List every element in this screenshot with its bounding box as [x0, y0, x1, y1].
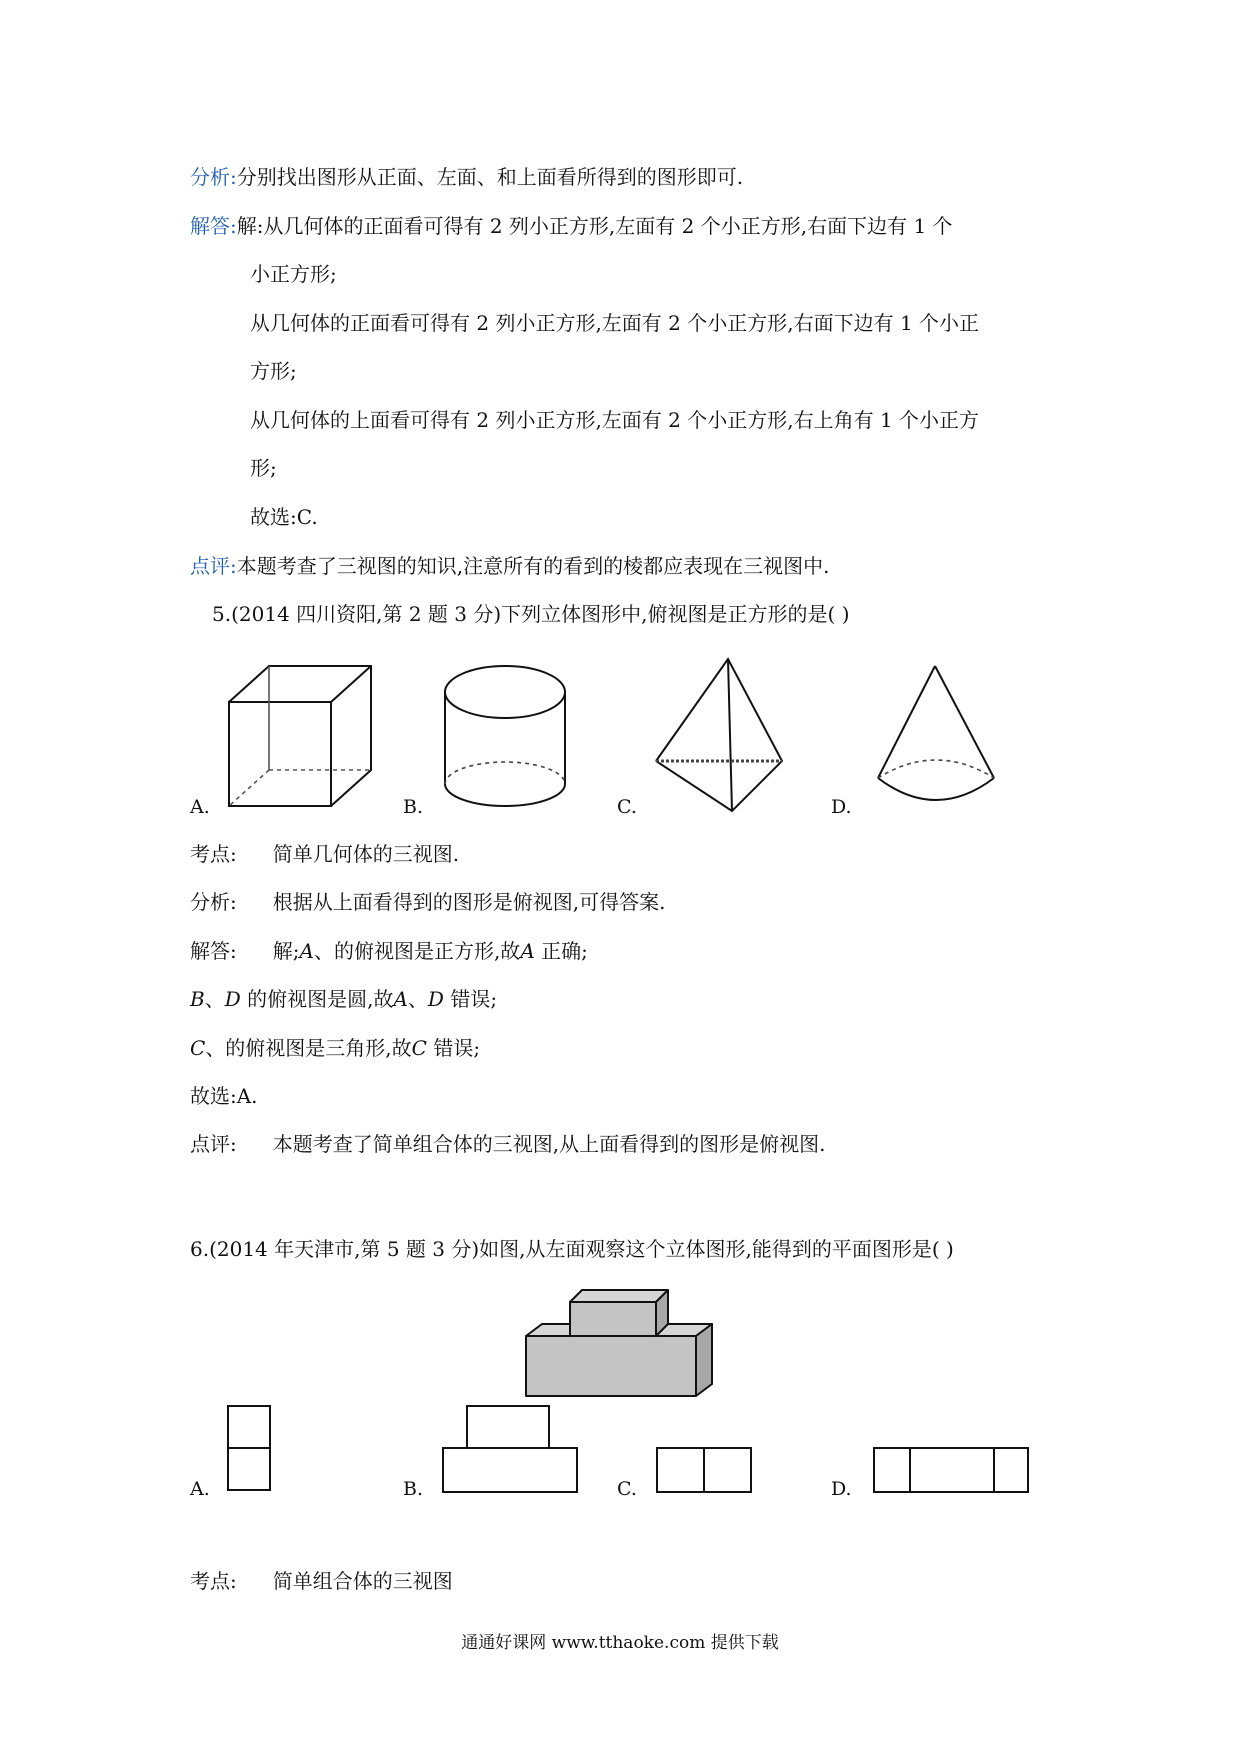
q6-kaodian-label: 考点: [190, 1569, 237, 1593]
q5-l3-c: C [190, 1036, 206, 1060]
q5-jieda-a2: A [520, 939, 535, 963]
q5-l2-mid: 的俯视图是圆,故 [240, 987, 394, 1011]
q5-fenxi-text: 根据从上面看得到的图形是俯视图,可得答案. [272, 890, 666, 914]
q5-fenxi-line [190, 888, 665, 916]
q5-fenxi-label: 分析: [190, 890, 237, 914]
analysis-label: 分析: [190, 165, 237, 189]
answer-line-1 [190, 212, 953, 240]
q5-kaodian-label: 考点: [190, 842, 237, 866]
answer-line-3: 从几何体的正面看可得有 2 列小正方形,左面有 2 个小正方形,右面下边有 1 个小正 [250, 311, 980, 335]
q5-kaodian-line [190, 840, 459, 868]
answer-label: 解答: [190, 214, 237, 238]
q6-stepped-solid [520, 1282, 730, 1402]
q5-figure-cube [225, 662, 375, 812]
answer-line-7: 故选:C. [250, 505, 318, 529]
q5-jieda-line [190, 937, 588, 965]
q5-figure-pyramid [652, 655, 786, 815]
q5-jieda-post: 正确; [534, 939, 588, 963]
analysis-line [190, 163, 743, 191]
answer-text-1: 解:从几何体的正面看可得有 2 列小正方形,左面有 2 个小正方形,右面下边有 1 个 [236, 214, 953, 238]
q5-jieda-mid: 、的俯视图是正方形,故 [313, 939, 521, 963]
q5-option-a: A. [190, 796, 210, 818]
answer-line-4: 方形; [250, 359, 297, 383]
q6-figure-b [441, 1404, 579, 1494]
q5-option-d: D. [831, 796, 852, 818]
q5-l2-sep2: 、 [407, 987, 428, 1011]
q5-l2-a: A [393, 987, 408, 1011]
q5-option-c: C. [617, 796, 637, 818]
q5-question: 5.(2014 四川资阳,第 2 题 3 分)下列立体图形中,俯视图是正方形的是( ) [212, 602, 850, 626]
q5-l3-c2: C [411, 1036, 427, 1060]
page-footer: 通通好课网 www.tthaoke.com 提供下载 [461, 1633, 779, 1653]
q6-option-c: C. [617, 1478, 637, 1500]
q6-kaodian-text: 简单组合体的三视图 [272, 1569, 453, 1593]
q5-dianping-line [190, 1130, 825, 1158]
q5-jieda-label: 解答: [190, 939, 237, 963]
q5-l3-post: 错误; [426, 1036, 481, 1060]
q5-kaodian-text: 简单几何体的三视图. [272, 842, 460, 866]
q5-figure-cylinder [438, 662, 572, 812]
q6-option-b: B. [403, 1478, 424, 1500]
q5-option-b: B. [403, 796, 424, 818]
q5-line-4: 故选:A. [190, 1084, 258, 1108]
q5-jieda-a: A [299, 939, 314, 963]
q6-figure-d [872, 1446, 1030, 1494]
q5-line-3 [190, 1034, 480, 1062]
answer-line-2: 小正方形; [250, 262, 337, 286]
q5-l2-d: D [224, 987, 241, 1011]
q5-dianping-text: 本题考查了简单组合体的三视图,从上面看得到的图形是俯视图. [272, 1132, 826, 1156]
q6-option-a: A. [190, 1478, 210, 1500]
q6-figure-c [655, 1446, 753, 1494]
q5-l3-mid: 、的俯视图是三角形,故 [205, 1036, 412, 1060]
q5-dianping-label: 点评: [190, 1132, 237, 1156]
comment-label: 点评: [190, 554, 237, 578]
q5-l2-d2: D [427, 987, 444, 1011]
q5-l2-post: 错误; [443, 987, 498, 1011]
q5-jieda-pre: 解; [272, 939, 300, 963]
q5-l2-b: B [190, 987, 205, 1011]
q5-line-2 [190, 985, 497, 1013]
answer-line-6: 形; [250, 456, 277, 480]
q5-figure-cone [870, 662, 1002, 812]
analysis-text: 分别找出图形从正面、左面、和上面看所得到的图形即可. [236, 165, 744, 189]
q6-question: 6.(2014 年天津市,第 5 题 3 分)如图,从左面观察这个立体图形,能得到的平面图形是( ) [190, 1237, 954, 1261]
q6-figure-a [226, 1404, 272, 1494]
q6-kaodian-line [190, 1567, 453, 1595]
comment-text: 本题考查了三视图的知识,注意所有的看到的棱都应表现在三视图中. [236, 554, 830, 578]
answer-line-5: 从几何体的上面看可得有 2 列小正方形,左面有 2 个小正方形,右上角有 1 个小正方 [250, 408, 980, 432]
comment-line [190, 552, 829, 580]
q6-option-d: D. [831, 1478, 852, 1500]
q5-l2-sep: 、 [204, 987, 225, 1011]
